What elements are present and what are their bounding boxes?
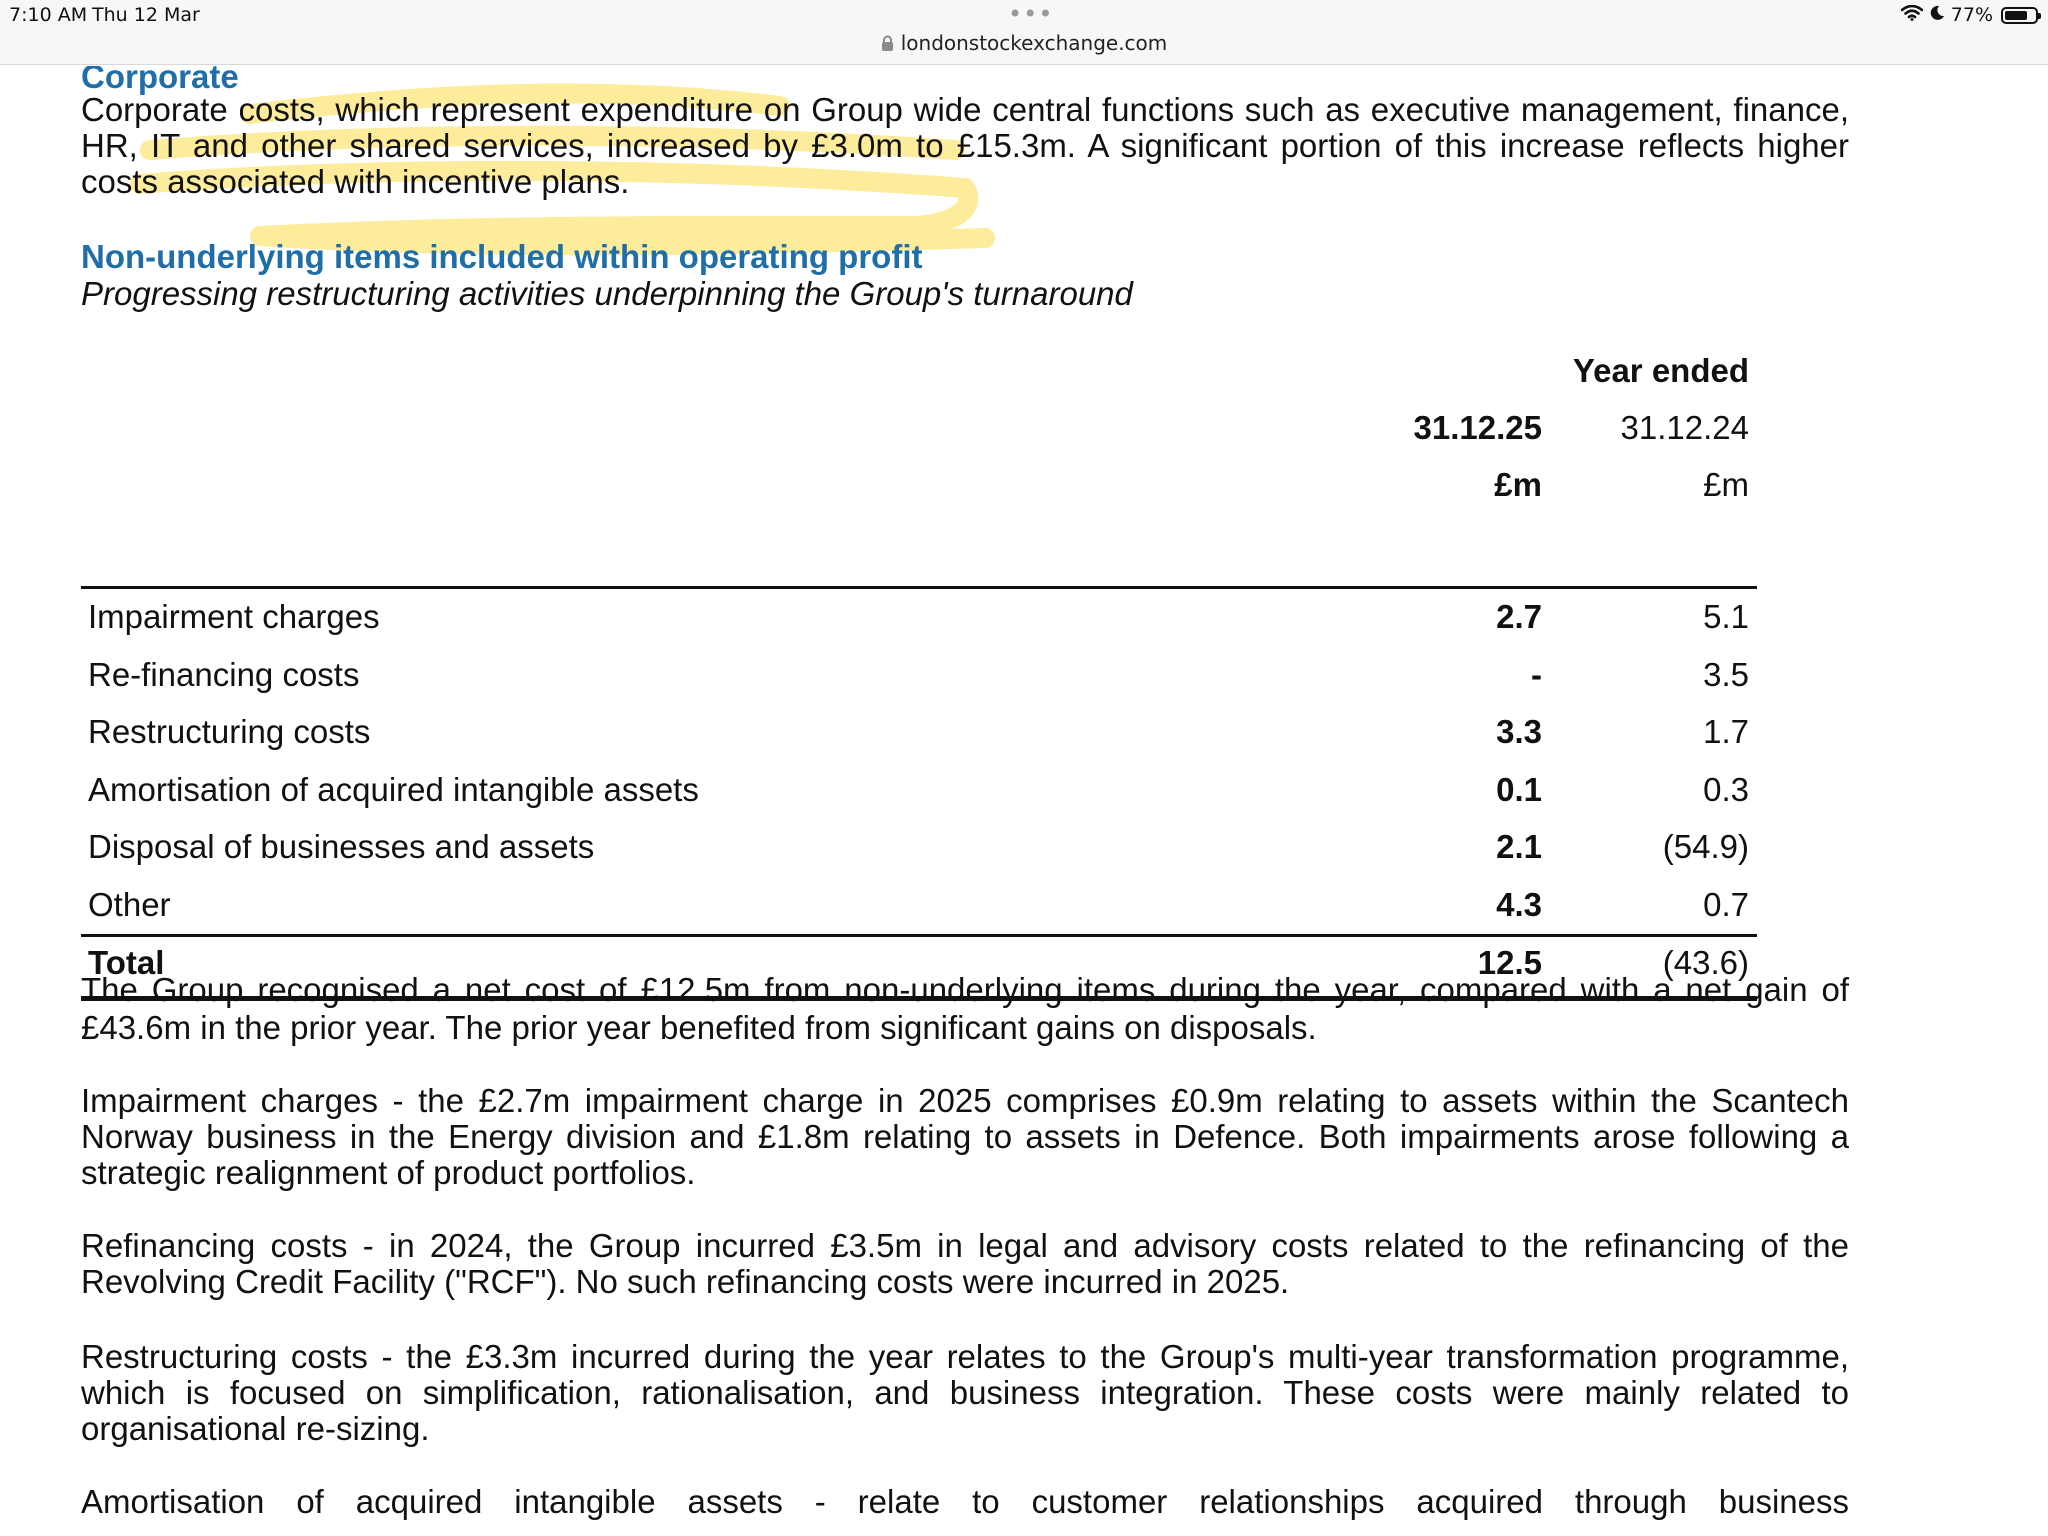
wifi-icon (1901, 4, 1923, 26)
row-label: Other (88, 885, 171, 923)
header-2024-date: 31.12.24 (1620, 409, 1749, 446)
table-row (81, 820, 1757, 877)
header-2024-unit: £m (1703, 466, 1749, 503)
moon-icon (1929, 4, 1945, 26)
row-value-2024: 1.7 (1703, 713, 1749, 750)
row-value-2025: 3.3 (1496, 713, 1542, 750)
multitasking-dots-icon[interactable]: ••• (1008, 0, 1054, 28)
table-row (81, 878, 1757, 935)
address-bar[interactable] (0, 31, 2048, 57)
row-value-2024: 3.5 (1703, 655, 1749, 693)
table-top-rule (81, 586, 1757, 589)
table-row (81, 763, 1757, 820)
document-page (0, 66, 2048, 1536)
status-date: Thu 12 Mar (92, 4, 200, 26)
section-heading-corporate: Corporate (81, 66, 239, 95)
row-value-2024: (43.6) (1662, 944, 1749, 981)
summary-paragraph: The Group recognised a net cost of £12.5m from non-underlying items during the year, compared with a net gain of £43.6m in the prior year. The prior year benefited from significant gains on disposals. (81, 971, 1849, 1046)
header-2025-date: 31.12.25 (1413, 409, 1542, 446)
battery-percent: 77% (1950, 4, 1993, 26)
row-value-2025: 0.1 (1496, 770, 1542, 808)
url-text[interactable]: londonstockexchange.com (900, 31, 1168, 55)
status-time: 7:10 AM (9, 4, 88, 26)
table-row (81, 705, 1757, 762)
row-label: Disposal of businesses and assets (88, 828, 595, 865)
amortisation-paragraph: Amortisation of acquired intangible assets - relate to customer relationships acquired through business (81, 1483, 1849, 1520)
row-value-2024: 5.1 (1703, 598, 1749, 635)
refinancing-paragraph: Refinancing costs - in 2024, the Group incurred £3.5m in legal and advisory costs related to the refinancing of the Revolving Credit Facility ("RCF"). No such refinancing costs were incurred in 2025. (81, 1227, 1849, 1300)
battery-icon (2001, 7, 2038, 24)
row-value-2024: 0.3 (1703, 770, 1749, 808)
row-value-2025: 2.1 (1496, 828, 1542, 865)
corporate-paragraph: Corporate costs, which represent expenditure on Group wide central functions such as executive management, finance, HR, IT and other shared services, increased by £3.0m to £15.3m. A significant portion of this increase reflects higher costs associated with incentive plans. (81, 91, 1849, 200)
row-value-2024: (54.9) (1662, 828, 1749, 865)
header-year-ended: Year ended (1572, 352, 1749, 389)
row-label: Amortisation of acquired intangible assets (88, 770, 699, 808)
row-label: Restructuring costs (88, 713, 371, 750)
header-2025-unit: £m (1494, 466, 1542, 503)
row-label: Total (88, 944, 165, 981)
row-value-2025: 2.7 (1496, 598, 1542, 635)
impairment-paragraph: Impairment charges - the £2.7m impairment charge in 2025 comprises £0.9m relating to assets within the Scantech Norway business in the Energy division and £1.8m relating to assets in Defence. Both impairments arose following a strategic realignment of product portfolios. (81, 1082, 1849, 1191)
lock-icon (881, 33, 894, 57)
restructuring-paragraph: Restructuring costs - the £3.3m incurred during the year relates to the Group's multi-year transformation programme, which is focused on simplification, rationalisation, and business integration. These costs were mainly related to organisational re-sizing. (81, 1338, 1849, 1447)
table-row (81, 590, 1757, 647)
row-label: Re-financing costs (88, 655, 360, 693)
row-value-2025: - (1531, 655, 1542, 693)
row-label: Impairment charges (88, 598, 380, 635)
row-value-2025: 12.5 (1477, 944, 1542, 981)
row-value-2024: 0.7 (1703, 885, 1749, 923)
section-heading-non-underlying: Non-underlying items included within operating profit (81, 238, 923, 275)
status-icons (1901, 4, 2038, 26)
table-row (81, 648, 1757, 705)
section-subheading: Progressing restructuring activities underpinning the Group's turnaround (81, 275, 1133, 312)
browser-status-bar (0, 0, 2048, 65)
row-value-2025: 4.3 (1496, 885, 1542, 923)
